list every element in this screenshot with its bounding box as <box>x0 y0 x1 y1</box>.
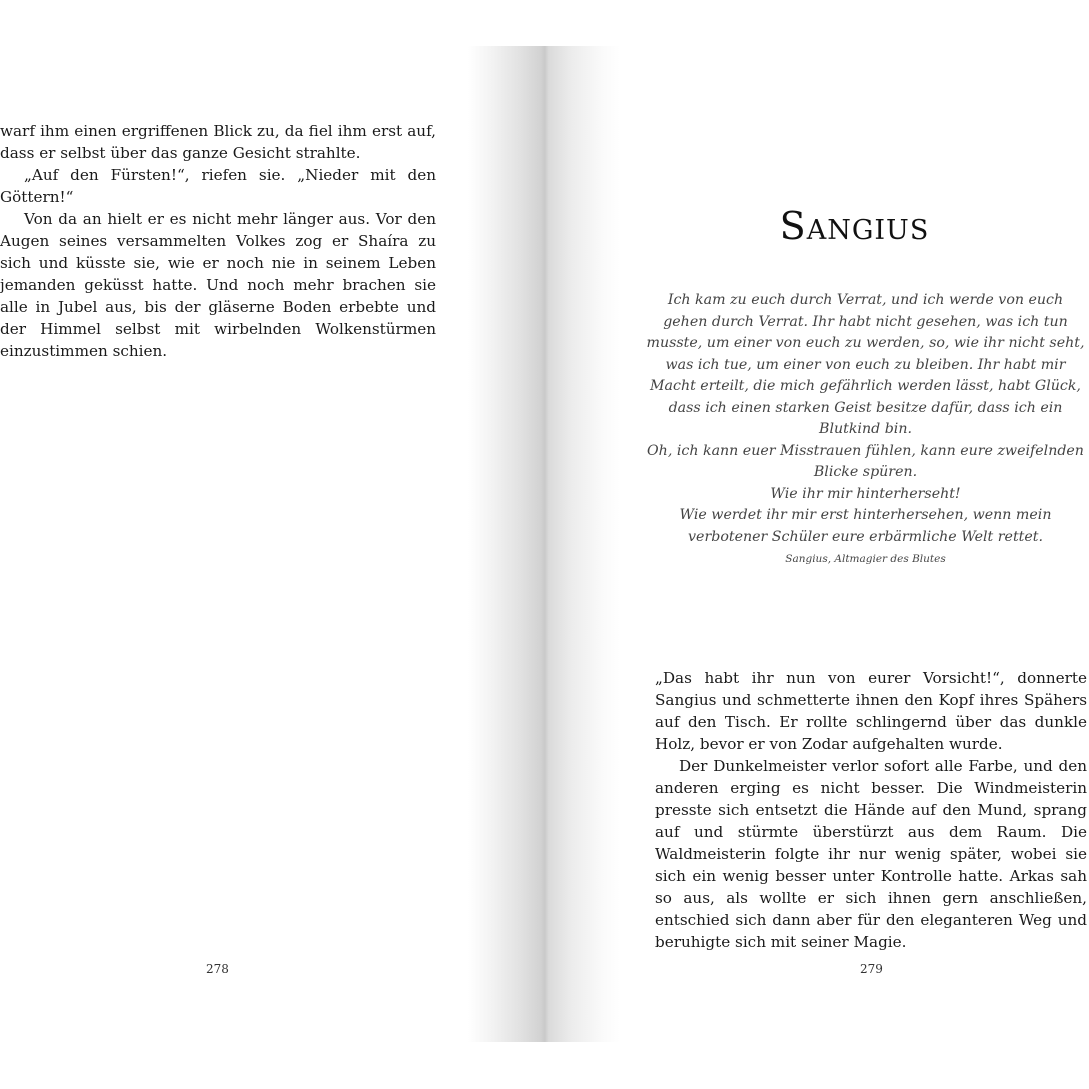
epigraph-paragraph-3: Wie ihr mir hinterherseht! <box>770 485 961 502</box>
right-paragraph-2: Der Dunkelmeister verlor sofort alle Farbe, und den anderen erging es nicht besser. Die Windmeisterin presste sich entsetzt die Hände auf den Mund, sprang auf und stürmte überstürzt aus dem Raum. Die Waldmeisterin folgte ihr nur wenig später, wobei sie sich ein wenig besser unter Kontrolle hatte. Arkas sah so aus, als wollte er sich ihnen gern anschließen, entschied sich dann aber für den eleganteren Weg und beruhigte sich mit seiner Magie. <box>655 757 1087 951</box>
left-page <box>0 0 470 1089</box>
right-page-body <box>655 667 1087 953</box>
book-gutter-shadow <box>468 46 620 1042</box>
epigraph-paragraph-4: Wie werdet ihr mir erst hinterhersehen, wenn mein verbotener Schüler eure erbärmliche Welt rettet. <box>679 507 1052 545</box>
left-page-body <box>0 120 436 362</box>
left-paragraph-1: warf ihm einen ergriffenen Blick zu, da fiel ihm erst auf, dass er selbst über das ganze Gesicht strahlte. <box>0 122 436 162</box>
right-paragraph-1: „Das habt ihr nun von eurer Vorsicht!“, donnerte Sangius und schmetterte ihnen den Kopf ihres Spähers auf den Tisch. Er rollte schlingernd über das dunkle Holz, bevor er von Zodar aufgehalten wurde. <box>655 669 1087 753</box>
left-page-number: 278 <box>206 962 229 976</box>
left-paragraph-3: Von da an hielt er es nicht mehr länger aus. Vor den Augen seines versammelten Volkes zog er Shaíra zu sich und küsste sie, wie er noch nie in seinem Leben jemanden geküsst hatte. Und noch mehr brachen sie alle in Jubel aus, bis der gläserne Boden erbebte und der Himmel selbst mit wirbelnden Wolkenstürmen einzustimmen schien. <box>0 210 436 360</box>
epigraph-attribution: Sangius, Altmagier des Blutes <box>785 553 946 565</box>
epigraph <box>644 290 1087 568</box>
epigraph-paragraph-1: Ich kam zu euch durch Verrat, und ich werde von euch gehen durch Verrat. Ihr habt nicht gesehen, was ich tun musste, um einer von euch zu werden, so, wie ihr nicht seht, was ich tue, um einer von euch zu bleiben. Ihr habt mir Macht erteilt, die mich gefährlich werden lässt, habt Glück, dass ich einen starken Geist besitze dafür, dass ich ein Blutkind bin. <box>646 292 1085 437</box>
chapter-title: Sangius <box>779 204 930 248</box>
left-paragraph-2: „Auf den Fürsten!“, riefen sie. „Nieder mit den Göttern!“ <box>0 166 436 206</box>
epigraph-paragraph-2: Oh, ich kann euer Misstrauen fühlen, kann eure zweifelnden Blicke spüren. <box>647 442 1084 480</box>
right-page-number: 279 <box>860 962 883 976</box>
right-page <box>620 0 1089 1089</box>
